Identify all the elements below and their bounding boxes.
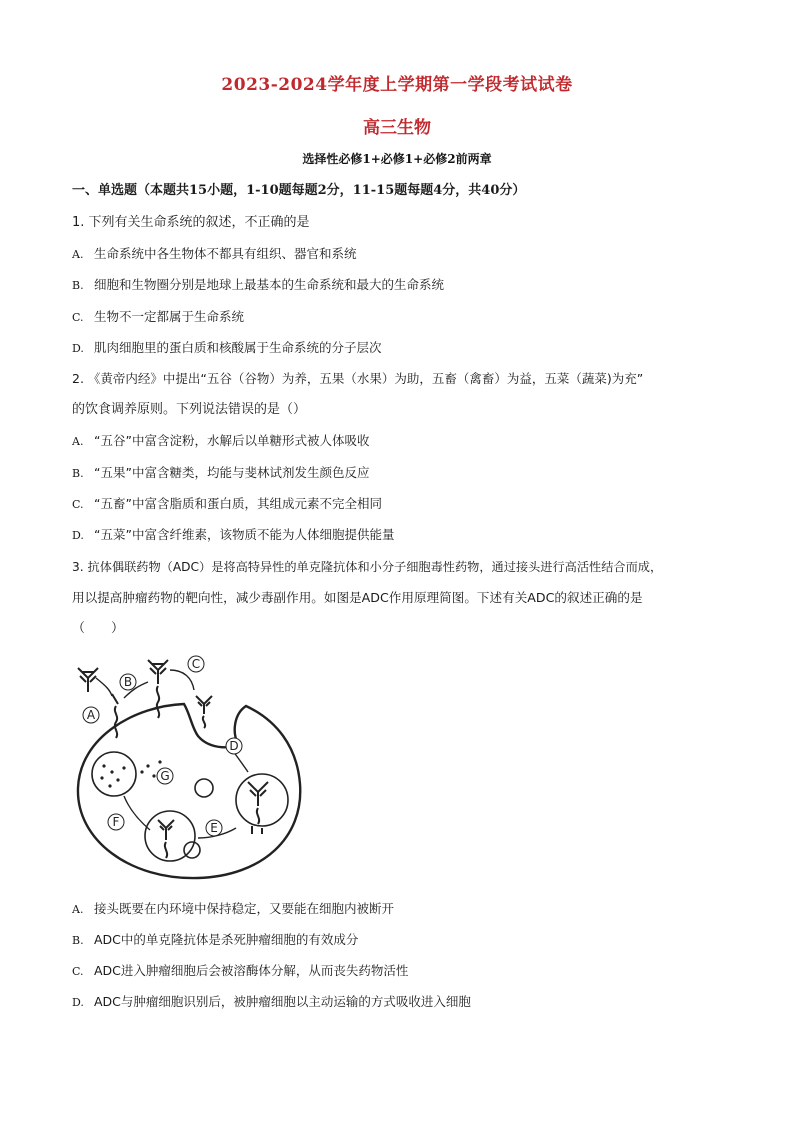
question-3-stem-line-3: （ ） bbox=[72, 621, 125, 636]
option-label: D. bbox=[72, 996, 84, 1009]
figure-label-e: E bbox=[210, 821, 218, 835]
option-text: ADC与肿瘤细胞识别后，被肿瘤细胞以主动运输的方式吸收进入细胞 bbox=[94, 994, 471, 1009]
option-text: 生物不一定都属于生命系统 bbox=[94, 309, 245, 324]
option-label: B. bbox=[72, 467, 84, 480]
question-3-option-a bbox=[72, 900, 394, 919]
question-3-stem-line-1: 3. 抗体偶联药物（ADC）是将高特异性的单克隆抗体和小分子细胞毒性药物，通过接头进行高活性结合而成， bbox=[72, 560, 663, 574]
option-text: 接头既要在内环境中保持稳定，又要能在细胞内被断开 bbox=[94, 901, 395, 916]
option-label: C. bbox=[72, 498, 84, 511]
option-label: A. bbox=[72, 435, 84, 448]
question-1-option-c bbox=[72, 308, 244, 327]
option-text: ADC进入肿瘤细胞后会被溶酶体分解，从而丧失药物活性 bbox=[94, 963, 409, 978]
option-label: A. bbox=[72, 903, 84, 916]
option-text: 肌肉细胞里的蛋白质和核酸属于生命系统的分子层次 bbox=[94, 340, 382, 355]
option-label: D. bbox=[72, 529, 84, 542]
option-text: “五菜”中富含纤维素，该物质不能为人体细胞提供能量 bbox=[94, 527, 395, 542]
question-1-option-d bbox=[72, 339, 382, 358]
subject-title: 高三生物 bbox=[363, 118, 431, 138]
exam-title: 2023-2024学年度上学期第一学段考试试卷 bbox=[221, 75, 573, 95]
question-1-option-a bbox=[72, 245, 357, 264]
question-2-stem-line-2: 的饮食调养原则。下列说法错误的是（） bbox=[72, 402, 307, 417]
question-2-option-c bbox=[72, 495, 382, 514]
figure-label-g: G bbox=[160, 769, 170, 783]
option-label: B. bbox=[72, 279, 84, 292]
question-2-option-b bbox=[72, 464, 369, 483]
option-label: D. bbox=[72, 342, 84, 355]
question-3-option-c bbox=[72, 962, 408, 981]
option-text: “五畜”中富含脂质和蛋白质，其组成元素不完全相同 bbox=[94, 496, 382, 511]
option-text: 生命系统中各生物体不都具有组织、器官和系统 bbox=[94, 246, 357, 261]
question-1-stem: 1. 下列有关生命系统的叙述，不正确的是 bbox=[72, 215, 310, 230]
option-label: C. bbox=[72, 965, 84, 978]
question-3-option-d bbox=[72, 993, 471, 1012]
figure-label-f: F bbox=[112, 815, 120, 829]
option-label: C. bbox=[72, 311, 84, 324]
option-text: “五果”中富含糖类，均能与斐林试剂发生颜色反应 bbox=[94, 465, 370, 480]
figure-label-b: B bbox=[123, 675, 133, 689]
free-drug-dots bbox=[100, 760, 161, 787]
question-1-option-b bbox=[72, 276, 444, 295]
exam-scope: 选择性必修1+必修1+必修2前两章 bbox=[302, 152, 492, 166]
option-label: A. bbox=[72, 248, 84, 261]
option-label: B. bbox=[72, 934, 84, 947]
question-2-option-d bbox=[72, 526, 394, 545]
option-text: ADC中的单克隆抗体是杀死肿瘤细胞的有效成分 bbox=[94, 932, 359, 947]
question-2-option-a bbox=[72, 432, 369, 451]
figure-label-d: D bbox=[229, 739, 239, 753]
question-3-option-b bbox=[72, 931, 358, 950]
adc-mechanism-diagram bbox=[66, 648, 306, 883]
question-3-stem-line-2: 用以提高肿瘤药物的靶向性，减少毒副作用。如图是ADC作用原理简图。下述有关ADC的叙述正确的是 bbox=[72, 590, 643, 605]
section-heading: 一、单选题（本题共15小题，1-10题每题2分，11-15题每题4分，共40分） bbox=[72, 183, 526, 198]
option-text: “五谷”中富含淀粉，水解后以单糖形式被人体吸收 bbox=[94, 433, 370, 448]
figure-label-c: C bbox=[191, 657, 201, 671]
question-2-stem-line-1: 2. 《黄帝内经》中提出“五谷（谷物）为养，五果（水果）为助，五畜（禽畜）为益，五菜（蔬菜)为充” bbox=[72, 371, 644, 386]
option-text: 细胞和生物圈分别是地球上最基本的生命系统和最大的生命系统 bbox=[94, 277, 445, 292]
figure-label-a: A bbox=[86, 708, 96, 722]
